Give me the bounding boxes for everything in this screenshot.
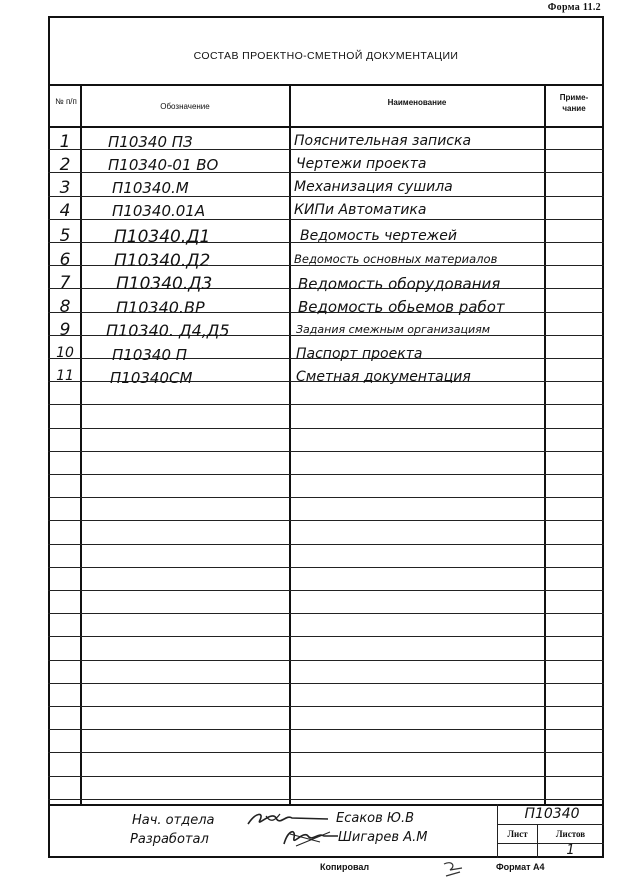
role-head-of-department: Нач. отдела (132, 813, 215, 828)
table-row-line (48, 520, 604, 521)
row-name: Сметная документация (296, 369, 471, 385)
person-developer: Шигарев А.М (338, 830, 428, 845)
row-code: П10340.Д1 (114, 227, 211, 247)
row-name: Ведомость обьемов работ (298, 298, 505, 316)
table-row-line (48, 729, 604, 730)
table-row-line (48, 636, 604, 637)
row-num: 1 (59, 132, 71, 152)
table-row-line (48, 590, 604, 591)
row-name: Ведомость основных материалов (294, 252, 498, 266)
row-code: П10340.01А (112, 202, 206, 220)
row-name: Задания смежным организациям (296, 323, 491, 336)
form-label: Форма 11.2 (547, 2, 601, 13)
stamp-doc-code: П10340 (524, 806, 580, 822)
row-num: 10 (56, 345, 74, 361)
stamp-sheets-label: Листов (555, 829, 586, 839)
row-name: Ведомость оборудования (298, 275, 501, 293)
document-title: СОСТАВ ПРОЕКТНО-СМЕТНОЙ ДОКУМЕНТАЦИИ (193, 50, 459, 62)
header-top-line (48, 84, 604, 86)
row-code: П10340 П (112, 346, 188, 364)
signature-scribble-2 (280, 824, 340, 850)
table-row-line (48, 799, 604, 800)
row-num: 6 (59, 250, 71, 270)
row-name: КИПи Автоматика (294, 202, 427, 218)
table-row-line (48, 683, 604, 684)
table-row-line (48, 451, 604, 452)
row-num: 7 (59, 273, 71, 293)
row-num: 9 (59, 320, 71, 340)
table-row-line (48, 567, 604, 568)
person-head-of-department: Есаков Ю.В (336, 811, 415, 826)
row-name: Пояснительная записка (294, 133, 472, 149)
row-num: 3 (59, 178, 71, 198)
title-block-divider (497, 804, 498, 858)
row-num: 5 (59, 226, 71, 246)
table-row-line (48, 660, 604, 661)
row-code: П10340.Д3 (116, 274, 213, 294)
footer-format: Формат А4 (496, 862, 545, 872)
stamp-sheet-divider (537, 824, 538, 858)
row-name: Паспорт проекта (296, 346, 423, 362)
table-row-line (48, 544, 604, 545)
header-name: Наименование (387, 98, 447, 107)
row-name: Механизация сушила (294, 179, 453, 195)
row-num: 11 (56, 368, 74, 384)
row-code: П10340. Д4,Д5 (106, 321, 230, 340)
header-note: Приме- чание (559, 93, 589, 113)
stamp-sheets-value: 1 (566, 843, 575, 858)
table-row-line (48, 613, 604, 614)
column-divider-designation (289, 84, 291, 804)
row-code: П10340СМ (110, 369, 193, 387)
footer-scribble (440, 860, 470, 878)
table-row-line (48, 404, 604, 405)
row-code: П10340 ПЗ (108, 133, 193, 151)
footer-copied: Копировал (320, 862, 370, 872)
role-developed-by: Разработал (130, 832, 209, 847)
row-name: Ведомость чертежей (300, 228, 458, 244)
table-row-line (48, 428, 604, 429)
stamp-sheet-label: Лист (507, 829, 528, 839)
row-code: П10340.М (112, 179, 189, 197)
header-bottom-line (48, 126, 604, 128)
row-name: Чертежи проекта (296, 156, 427, 172)
table-row-line (48, 776, 604, 777)
table-row-line (48, 474, 604, 475)
table-row-line (48, 706, 604, 707)
stamp-mid-line (497, 824, 604, 825)
row-num: 8 (59, 297, 71, 317)
table-row-line (48, 752, 604, 753)
header-num: № п/п (55, 97, 77, 106)
row-num: 4 (59, 201, 71, 221)
row-code: П10340.Д2 (114, 251, 211, 271)
table-row-line (48, 497, 604, 498)
column-divider-name (544, 84, 546, 804)
row-code: П10340-01 ВО (108, 156, 219, 174)
column-divider-num (80, 84, 82, 804)
row-code: П10340.ВР (116, 298, 205, 317)
row-num: 2 (59, 155, 71, 175)
header-designation: Обозначение (160, 102, 210, 111)
